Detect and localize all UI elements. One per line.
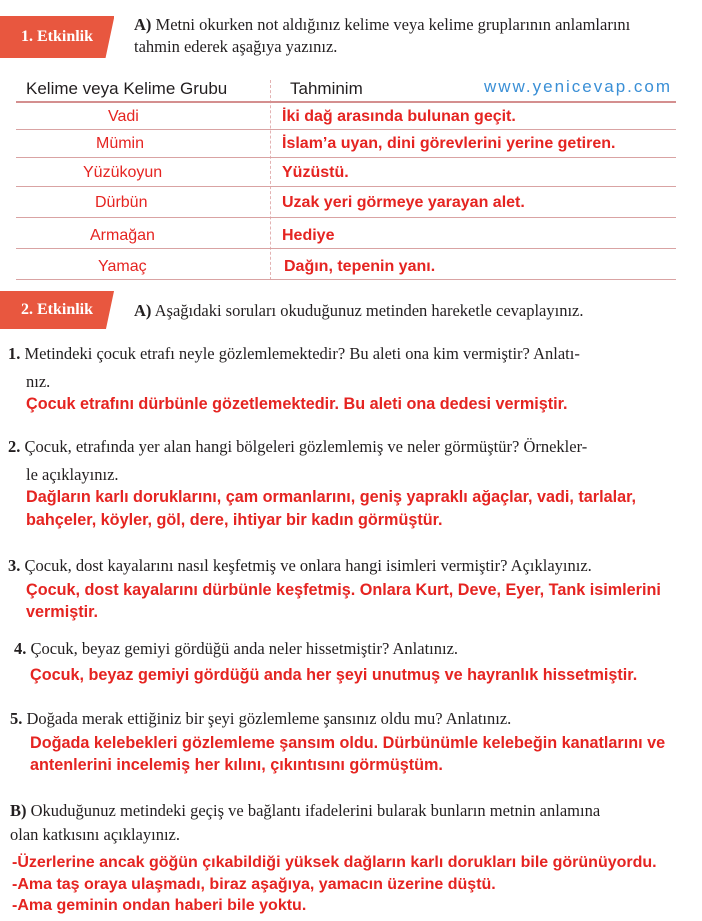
activity-1-badge-label: 1. Etkinlik	[20, 28, 94, 45]
table-word: Vadi	[108, 108, 139, 125]
answer-3-line2: vermiştir.	[26, 603, 98, 621]
table-word: Mümin	[96, 135, 145, 152]
table-row-line	[16, 248, 676, 249]
table-row-line	[16, 157, 676, 158]
part-b-answer: -Ama geminin ondan haberi bile yoktu.	[12, 897, 307, 914]
answer-4: Çocuk, beyaz gemiyi gördüğü anda her şeyi unutmuş ve hayranlık hissetmiştir.	[30, 666, 638, 684]
answer-2-line2: bahçeler, köyler, göl, dere, ihtiyar bir kadın görmüştür.	[26, 511, 443, 529]
watermark: www.yenicevap.com	[484, 77, 673, 96]
answer-3-line1: Çocuk, dost kayalarını dürbünle keşfetmiş. Onlara Kurt, Deve, Eyer, Tank isimlerini	[26, 581, 661, 599]
activity-2-badge	[0, 291, 114, 329]
activity-1-instruction-line1: Metni okurken not aldığınız kelime veya kelime gruplarının anlamlarını	[155, 15, 631, 34]
question-text: Doğada merak ettiğiniz bir şeyi gözlemleme şansınız oldu mu? Anlatınız.	[26, 709, 512, 728]
table-word: Dürbün	[95, 194, 148, 211]
question-2-continued: le açıklayınız.	[26, 465, 119, 484]
question-1-continued: nız.	[26, 372, 51, 391]
activity-1-badge	[0, 16, 114, 58]
question-text: Metindeki çocuk etrafı neyle gözlemlemektedir? Bu aleti ona kim vermiştir? Anlatı-	[24, 344, 580, 363]
question-number: 5.	[10, 709, 23, 728]
part-b-answer: -Ama taş oraya ulaşmadı, biraz aşağıya, yamacın üzerine düştü.	[12, 876, 496, 893]
question-text: Çocuk, beyaz gemiyi gördüğü anda neler hissetmiştir? Anlatınız.	[30, 639, 459, 658]
question-number: 2.	[8, 437, 21, 456]
activity-1-instruction	[134, 14, 694, 58]
column-header-word: Kelime veya Kelime Grubu	[26, 79, 228, 98]
part-b-answer: -Üzerlerine ancak göğün çıkabildiği yüksek dağların karlı dorukları bile görünüyordu.	[12, 854, 657, 871]
question-number: 4.	[14, 639, 27, 658]
table-meaning: Hediye	[282, 227, 335, 244]
column-header-guess: Tahminim	[290, 79, 363, 98]
table-row-line	[16, 186, 676, 187]
question-2	[8, 436, 587, 458]
answer-5-line2: antenlerini incelemiş her kılını, çıkıntısını görmüştüm.	[30, 756, 443, 774]
question-number: 3.	[8, 556, 21, 575]
table-row-line	[16, 279, 676, 280]
table-word: Armağan	[90, 227, 155, 244]
question-text: Çocuk, dost kayalarını nasıl keşfetmiş ve onlara hangi isimleri vermiştir? Açıklayınız.	[24, 556, 592, 575]
activity-1-letter: A)	[134, 15, 152, 34]
table-row-line	[16, 217, 676, 218]
part-b-letter: B)	[10, 801, 27, 820]
table-meaning: İki dağ arasında bulunan geçit.	[282, 108, 516, 125]
question-text: Çocuk, etrafında yer alan hangi bölgeleri gözlemlemiş ve neler görmüştür? Örnekler-	[24, 437, 588, 456]
question-4	[14, 638, 458, 660]
answer-1: Çocuk etrafını dürbünle gözetlemektedir. Bu aleti ona dedesi vermiştir.	[26, 395, 568, 413]
part-b-line1: Okuduğunuz metindeki geçiş ve bağlantı ifadelerini bularak bunların metnin anlamına	[30, 801, 601, 820]
question-3	[8, 555, 592, 577]
part-b-continued: olan katkısını açıklayınız.	[10, 825, 180, 844]
question-number: 1.	[8, 344, 21, 363]
part-b-instruction	[10, 800, 600, 822]
activity-2-badge-label: 2. Etkinlik	[20, 301, 94, 318]
table-meaning: Uzak yeri görmeye yarayan alet.	[282, 194, 525, 211]
activity-2-instruction-text: Aşağıdaki soruları okuduğunuz metinden hareketle cevaplayınız.	[154, 301, 584, 320]
table-word: Yüzükoyun	[83, 164, 163, 181]
question-5	[10, 708, 511, 730]
activity-2-instruction	[134, 300, 584, 322]
column-divider	[270, 80, 271, 280]
answer-2-line1: Dağların karlı doruklarını, çam ormanlarını, geniş yapraklı ağaçlar, vadi, tarlalar,	[26, 488, 636, 506]
table-meaning: Yüzüstü.	[282, 164, 349, 181]
activity-2-letter: A)	[134, 301, 152, 320]
table-header-line	[16, 101, 676, 103]
table-meaning: İslam’a uyan, dini görevlerini yerine getiren.	[282, 135, 616, 152]
activity-1-instruction-line2: tahmin ederek aşağıya yazınız.	[134, 37, 338, 56]
table-meaning: Dağın, tepenin yanı.	[284, 258, 436, 275]
question-1	[8, 343, 580, 365]
table-word: Yamaç	[98, 258, 147, 275]
table-row-line	[16, 129, 676, 130]
answer-5-line1: Doğada kelebekleri gözlemleme şansım oldu. Dürbünümle kelebeğin kanatlarını ve	[30, 734, 666, 752]
